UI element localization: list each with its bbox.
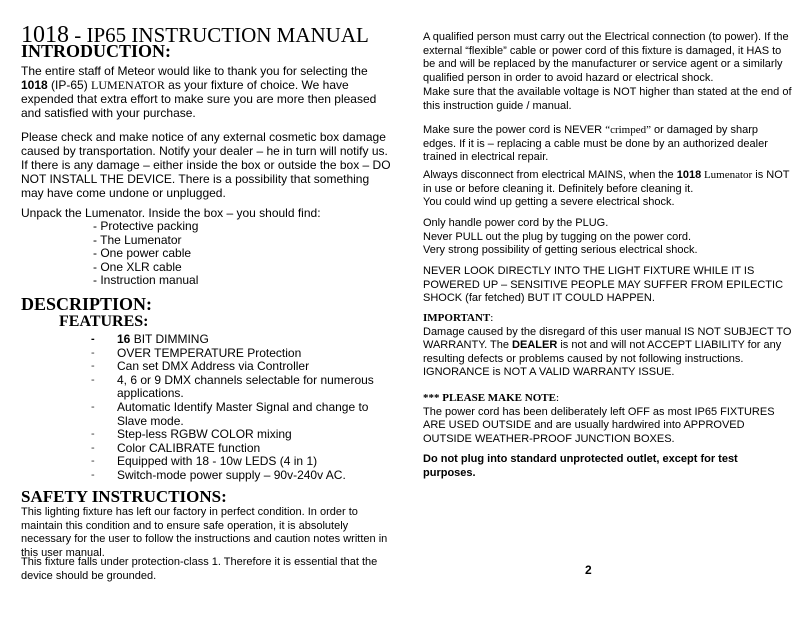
feature-text: BIT DIMMING	[130, 332, 209, 346]
description-heading: DESCRIPTION:	[21, 294, 153, 314]
introduction-heading: INTRODUCTION:	[21, 41, 172, 61]
important-text-a: Damage caused by the disregard of this user manual IS NOT SUBJECT TO WARRANTY. The	[423, 325, 792, 352]
power-cord-paragraph	[423, 124, 793, 165]
plug-text-c: Very strong possibility of getting serious electrical shock.	[423, 244, 698, 257]
disconnect-text-b: is NOT in use or before cleaning it. Definitely before cleaning it.	[423, 169, 790, 195]
feature-item	[91, 333, 401, 347]
bullet: -	[91, 373, 95, 386]
important-heading	[423, 312, 793, 326]
intro-p1-brand: LUMENATOR	[91, 78, 165, 92]
feature-item	[91, 428, 401, 442]
bullet: -	[91, 428, 95, 441]
intro-paragraph-1	[21, 64, 393, 120]
feature-text: Step-less RGBW COLOR mixing	[117, 427, 292, 442]
voltage-paragraph: Make sure that the available voltage is NOT higher than stated at the end of this instruction guide / manual.	[423, 86, 792, 112]
feature-text: 4, 6 or 9 DMX channels selectable for numerous applications.	[117, 372, 374, 401]
feature-item	[91, 442, 401, 456]
bullet: -	[91, 333, 95, 345]
package-item: - The Lumenator	[93, 232, 182, 247]
intro-p1-model: 1018	[21, 78, 48, 92]
safety-heading: SAFETY INSTRUCTIONS:	[21, 487, 227, 506]
cord-text-a: Make sure the power cord is NEVER	[423, 124, 606, 136]
feature-item	[91, 401, 401, 428]
plug-text-a: Only handle power cord by the PLUG.	[423, 217, 609, 229]
feature-text: Color CALIBRATE function	[117, 440, 261, 455]
important-colon: :	[490, 312, 494, 324]
cord-text-b: or damaged by sharp edges. If it is – replacing a cable must be done by an authorized dealer trained in electrical repair.	[423, 124, 768, 164]
note-label: *** PLEASE MAKE NOTE	[423, 392, 556, 404]
note-text: The power cord has been deliberately left OFF as most IP65 FIXTURES ARE USED OUTSIDE and are usually hardwired into APPROVED OUTSIDE WEATHER-PROOF JUNCTION BOXES.	[423, 405, 775, 445]
bullet: -	[91, 400, 95, 413]
note-heading	[423, 392, 793, 406]
important-label: IMPORTANT	[423, 312, 491, 324]
safety-paragraph-1: This lighting fixture has left our factory in perfect condition. In order to maintain this condition and to ensure safe operation, it is absolutely necessary for the user to follow the instructions and caution notes written in this user manual.	[21, 506, 388, 559]
important-text-b: is not and will not ACCEPT LIABILITY for any resulting defects or problems caused by not following instructions. IGNORANCE is NOT A VALID WARRANTY ISSUE.	[423, 339, 782, 379]
warning-look-paragraph: NEVER LOOK DIRECTLY INTO THE LIGHT FIXTURE WHILE IT IS POWERED UP – SENSITIVE PEOPLE MAY SUFFER FROM EPILECTIC SHOCK (far fetched) BUT IT COULD HAPPEN.	[423, 265, 784, 305]
package-item: - Protective packing	[93, 219, 199, 233]
feature-text: Automatic Identify Master Signal and change to Slave mode.	[117, 399, 369, 428]
plug-text-b: Never PULL out the plug by tugging on the power cord.	[423, 230, 692, 243]
feature-text: OVER TEMPERATURE Protection	[117, 345, 302, 360]
intro-paragraph-3: Unpack the Lumenator. Inside the box – you should find:	[21, 206, 321, 220]
important-block	[423, 312, 793, 380]
bullet: -	[91, 455, 95, 468]
safety-paragraph-2: This fixture falls under protection-class 1. Therefore it is essential that the device should be grounded.	[21, 556, 378, 582]
title-model: 1018	[21, 22, 69, 48]
title-text: - IP65 INSTRUCTION MANUAL	[69, 23, 369, 47]
features-list	[91, 333, 401, 483]
page-number: 2	[585, 563, 592, 577]
disconnect-text-a: Always disconnect from electrical MAINS, when the	[423, 169, 677, 181]
cord-crimped: “crimped”	[605, 124, 651, 136]
intro-p1-text-c: as your fixture of choice. We have expended that extra effort to make sure you are more then pleased and satisfied with your purchase.	[21, 78, 377, 120]
bullet: -	[91, 360, 95, 373]
feature-item	[91, 469, 401, 483]
important-text	[423, 326, 793, 380]
important-dealer: DEALER	[512, 339, 558, 352]
intro-p1-text-a: The entire staff of Meteor would like to thank you for selecting the	[21, 64, 368, 78]
bullet: -	[91, 441, 95, 454]
bullet: -	[91, 346, 95, 359]
package-item: - One power cable	[93, 246, 192, 260]
disconnect-paragraph	[423, 169, 793, 210]
plug-paragraph	[423, 217, 793, 258]
note-colon: :	[555, 392, 559, 404]
feature-item	[91, 347, 401, 361]
disconnect-model: 1018	[676, 169, 702, 181]
package-item: - Instruction manual	[93, 273, 199, 287]
feature-item	[91, 374, 401, 401]
electrical-connection-paragraph: A qualified person must carry out the Electrical connection (to power). If the external “flexible” cable or power cord of this fixture is damaged, it HAS to be and will be replaced by the manufacturer or service agent or a similarly qualified person in order to avoid hazard or electrical shock.	[423, 31, 789, 84]
feature-text: Can set DMX Address via Controller	[117, 359, 310, 374]
feature-bold: 16	[117, 332, 131, 346]
package-contents-list	[93, 220, 198, 288]
bullet: -	[91, 468, 95, 481]
note-block	[423, 392, 793, 446]
final-warning: Do not plug into standard unprotected outlet, except for test purposes.	[423, 453, 738, 479]
feature-item	[91, 360, 401, 374]
features-heading: FEATURES:	[59, 313, 149, 330]
intro-p1-text-b: (IP-65)	[47, 78, 92, 92]
disconnect-brand: Lumenator	[701, 169, 753, 181]
intro-paragraph-2: Please check and make notice of any external cosmetic box damage caused by transportation. Notify your dealer – he in turn will notify us. If there is any damage – either inside the box or outside the box – DO NOT INSTALL THE DEVICE. There is a possibility that something may have come undone or unplugged.	[21, 130, 391, 200]
package-item: - One XLR cable	[93, 259, 182, 274]
feature-text: Switch-mode power supply – 90v-240v AC.	[117, 467, 346, 482]
feature-text: Equipped with 18 - 10w LEDS (4 in 1)	[117, 454, 318, 469]
disconnect-text-c: You could wind up getting a severe electrical shock.	[423, 196, 675, 209]
feature-item	[91, 455, 401, 469]
